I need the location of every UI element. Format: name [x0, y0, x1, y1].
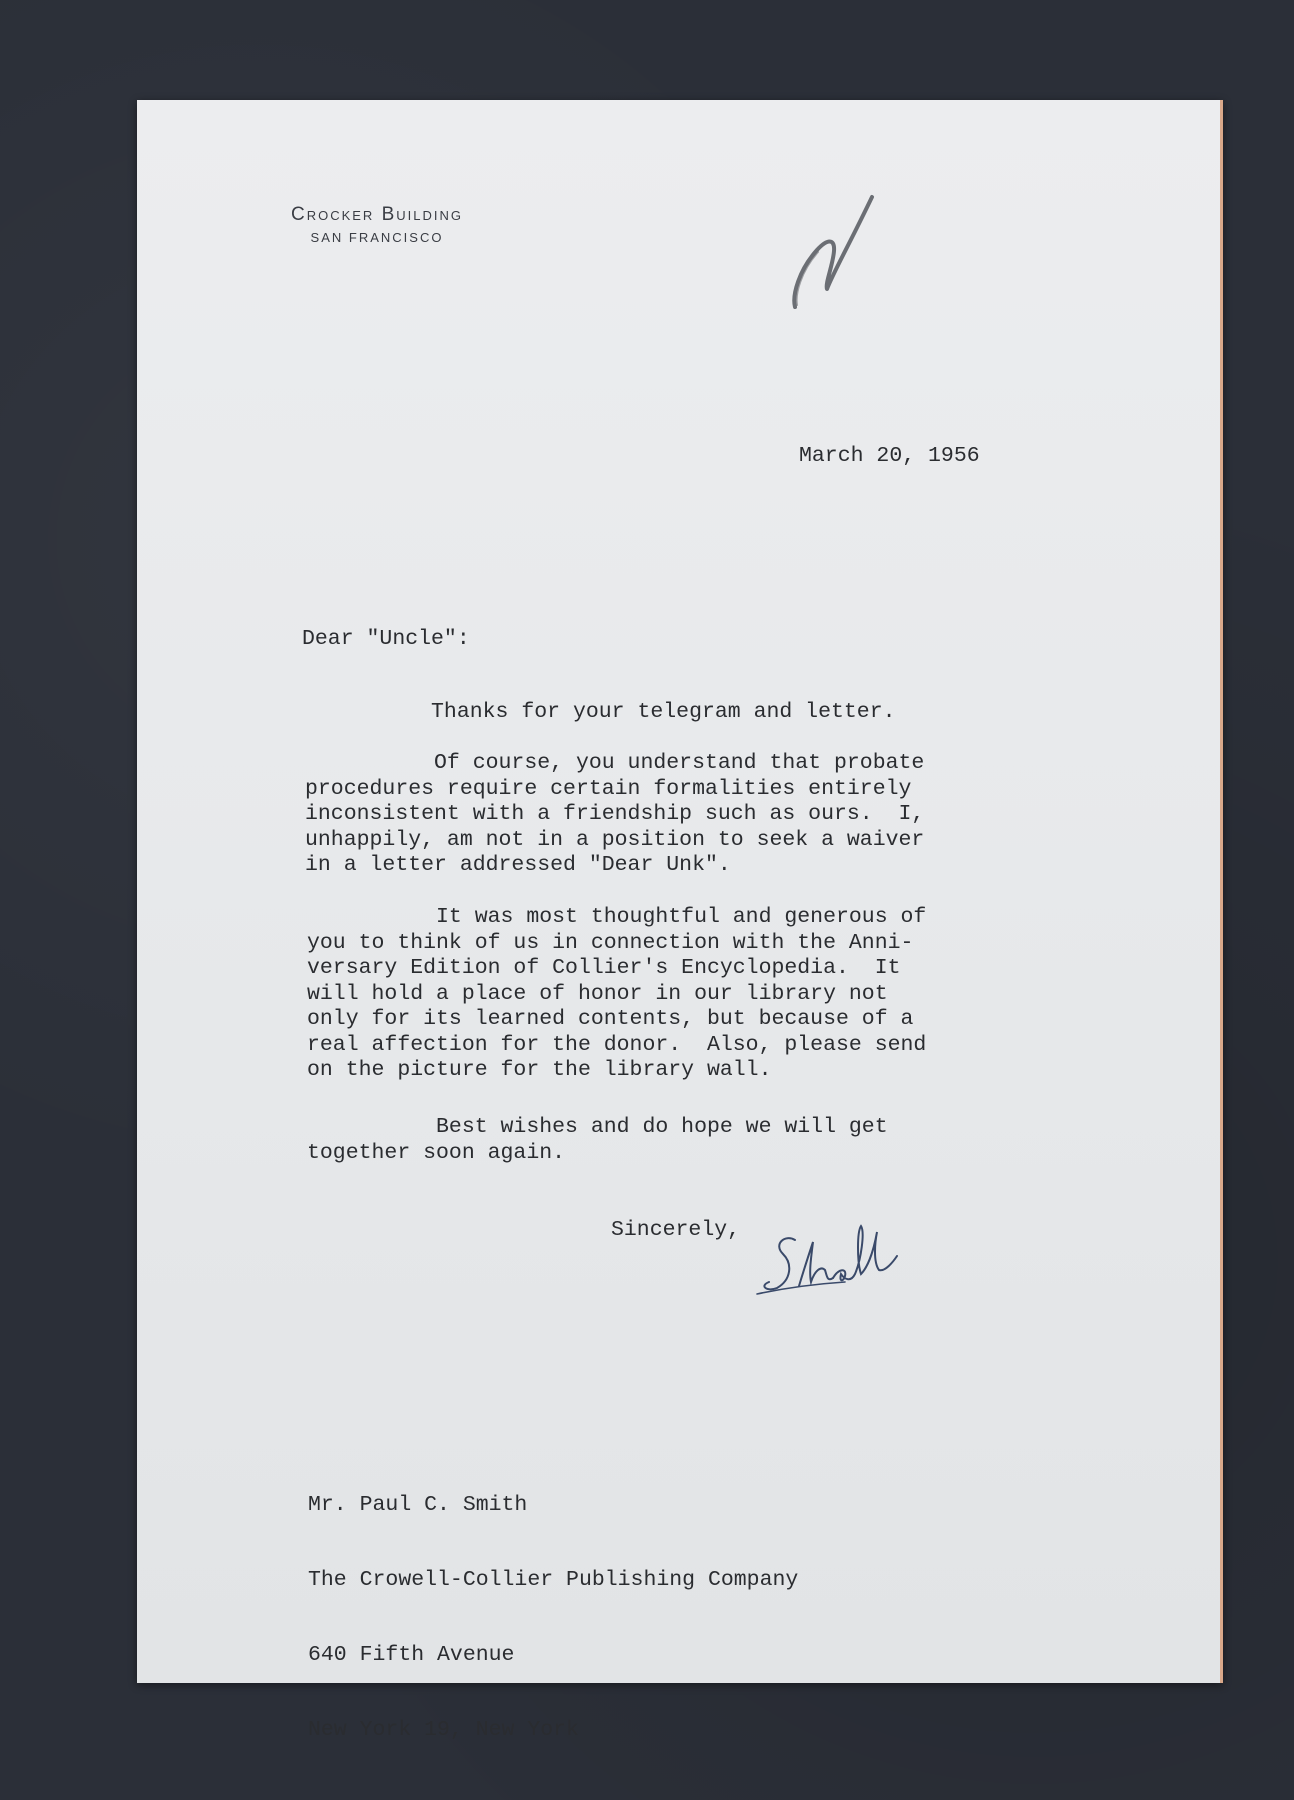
paragraph-3: It was most thoughtful and generous of you to think of us in connection with the Anni- versary Edition of Collier's Encyclopedia. It will hold a place of honor in our library not only for its learned contents, but because of a real affection for the donor. Also, please send on the picture for the library wall.: [307, 905, 927, 1082]
recipient-street: 640 Fifth Avenue: [308, 1643, 515, 1667]
recipient-city: New York 19, New York: [308, 1718, 579, 1742]
pencil-check-mark-icon: [737, 155, 877, 315]
closing: Sincerely,: [611, 1218, 741, 1242]
recipient-company: The Crowell-Collier Publishing Company: [308, 1568, 799, 1592]
paragraph-1: Thanks for your telegram and letter.: [302, 700, 896, 724]
recipient-address: [308, 1443, 798, 1793]
letterhead: [247, 204, 507, 245]
recipient-name: Mr. Paul C. Smith: [308, 1493, 528, 1517]
letterhead-building: Crocker Building: [290, 204, 464, 225]
paragraph-2: Of course, you understand that probate procedures require certain formalities entirely inconsistent with a friendship such as ours. I, unhappily, am not in a position to seek a waiver in a letter addressed "Dear Unk".: [305, 751, 925, 877]
letter-page: [137, 100, 1223, 1742]
handwritten-signature: [755, 1212, 920, 1302]
letter-date: March 20, 1956: [799, 444, 980, 468]
letterhead-city: SAN FRANCISCO: [310, 230, 444, 245]
salutation: Dear "Uncle":: [302, 627, 470, 651]
paragraph-4: Best wishes and do hope we will get together soon again.: [307, 1115, 888, 1165]
